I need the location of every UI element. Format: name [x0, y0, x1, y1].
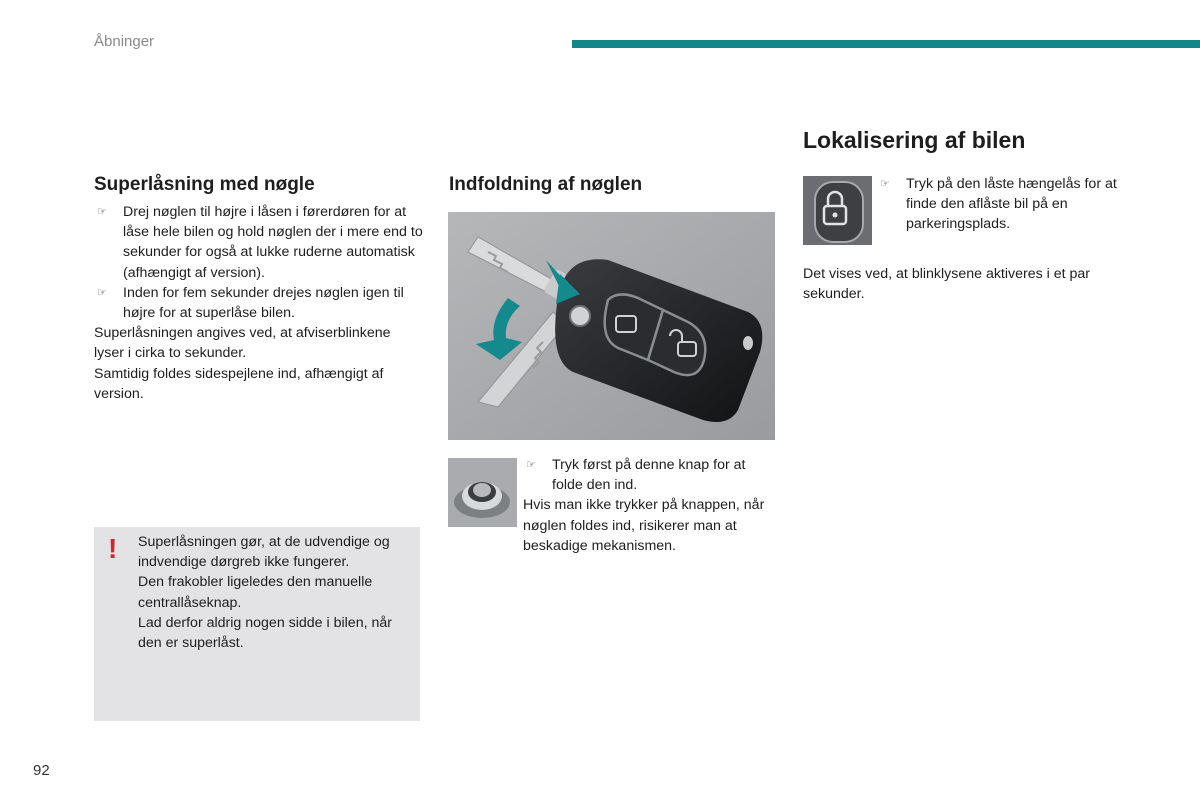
- paragraph: Superlåsningen angives ved, at afviserblinkene lyser i cirka to sekunder.: [94, 325, 391, 362]
- page-number: 92: [33, 762, 50, 779]
- locate-car-text: [877, 174, 1127, 235]
- superlock-text: [94, 202, 424, 404]
- pointing-hand-icon: ☞: [526, 459, 536, 471]
- warning-box: [94, 527, 420, 721]
- release-button-photo: [448, 458, 517, 527]
- warning-icon: !: [108, 533, 118, 564]
- pointing-hand-icon: ☞: [880, 178, 890, 190]
- header-accent-bar: [572, 40, 1200, 48]
- warning-line: Lad derfor aldrig nogen sidde i bilen, når den er superlåst.: [138, 614, 392, 652]
- list-item: ☞ Tryk først på denne knap for at folde den ind.: [526, 457, 746, 494]
- warning-line: Superlåsningen gør, at de udvendige og indvendige dørgreb ikke fungerer.: [138, 534, 390, 571]
- paragraph: Samtidig foldes sidespejlene ind, afhængigt af version.: [94, 365, 384, 402]
- key-folding-text: [523, 455, 773, 556]
- heading-superlock: Superlåsning med nøgle: [94, 174, 315, 195]
- section-label: Åbninger: [94, 33, 155, 50]
- list-item: ☞ Drej nøglen til højre i låsen i førerdøren for at låse hele bilen og hold nøglen der i mere end to sekunder for også at lukke ruderne automatisk (afhængigt af version).: [97, 204, 423, 281]
- list-item: ☞ Inden for fem sekunder drejes nøglen igen til højre for at superlåse bilen.: [97, 284, 404, 322]
- locate-car-paragraph: Det vises ved, at blinklysene aktiveres i et par sekunder.: [803, 266, 1091, 303]
- key-fob-illustration: [448, 212, 775, 440]
- warning-line: Den frakobler ligeledes den manuelle centrallåseknap.: [138, 574, 373, 611]
- pointing-hand-icon: ☞: [97, 286, 107, 299]
- heading-locate-car: Lokalisering af bilen: [803, 127, 1026, 153]
- list-item: ☞ Tryk på den låste hængelås for at finde den aflåste bil på en parkeringsplads.: [880, 176, 1117, 233]
- pointing-hand-icon: ☞: [97, 206, 107, 218]
- padlock-button-photo: [803, 176, 872, 245]
- heading-key-folding: Indfoldning af nøglen: [449, 174, 643, 195]
- paragraph: Hvis man ikke trykker på knappen, når nøglen foldes ind, risikerer man at beskadige mekanismen.: [523, 497, 765, 554]
